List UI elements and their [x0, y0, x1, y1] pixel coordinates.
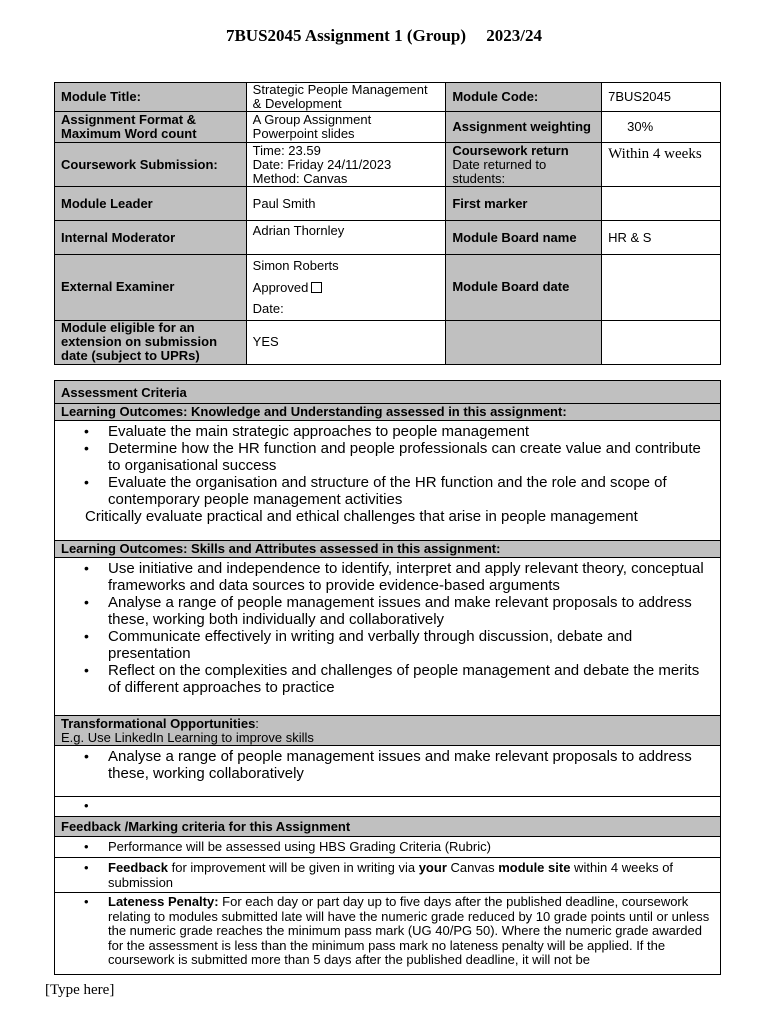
weighting-label: Assignment weighting	[446, 112, 602, 143]
list-item	[55, 895, 714, 968]
board-date-label: Module Board date	[446, 255, 602, 321]
feedback-heading: Feedback /Marking criteria for this Assignment	[55, 817, 721, 837]
list-item: • Analyse a range of people management issues and make relevant proposals to address these, working collaboratively	[55, 748, 714, 782]
return-label-main: Coursework return	[452, 142, 569, 158]
submission-time: Time: 23.59	[252, 142, 321, 158]
transform-title: Transformational Opportunities	[61, 716, 256, 731]
module-code-label: Module Code:	[446, 83, 602, 112]
submission-label: Coursework Submission:	[55, 143, 247, 187]
list-item: • Performance will be assessed using HBS Grading Criteria (Rubric)	[55, 840, 720, 855]
knowledge-cell	[55, 421, 721, 541]
module-title-value: Strategic People Management & Development	[246, 83, 446, 112]
blank-cell	[602, 320, 721, 364]
transform-heading	[55, 716, 721, 746]
transform-example: E.g. Use LinkedIn Learning to improve skills	[61, 730, 314, 745]
feedback-row-2	[55, 858, 721, 893]
transform-list	[55, 748, 714, 782]
first-marker-label: First marker	[446, 187, 602, 221]
feedback-2-bold-3: module site	[498, 860, 571, 875]
return-value: Within 4 weeks	[602, 143, 721, 187]
list-item: • Use initiative and independence to identify, interpret and apply relevant theory, conceptual frameworks and data sources to provide evidence-based arguments	[55, 560, 714, 594]
list-item: • Determine how the HR function and people professionals can create value and contribute to organisational success	[55, 440, 714, 474]
feedback-list-3	[55, 895, 714, 968]
lateness-penalty-label: Lateness Penalty:	[108, 894, 219, 909]
approved-checkbox[interactable]	[311, 282, 322, 293]
document-title	[0, 26, 768, 46]
approved-row	[253, 277, 440, 299]
leader-value: Paul Smith	[246, 187, 446, 221]
academic-year: 2023/24	[486, 26, 543, 45]
feedback-2-text-1: for improvement will be given in writing via	[167, 860, 419, 875]
weighting-value: 30%	[602, 112, 721, 143]
moderator-value: Adrian Thornley	[246, 221, 446, 255]
list-item: • Reflect on the complexities and challenges of people management and debate the merits of different approaches to practice	[55, 662, 714, 696]
list-item: • Evaluate the organisation and structure of the HR function and the role and scope of contemporary people management activities	[55, 474, 714, 508]
feedback-2-text-3: within 4 weeks of submission	[108, 860, 674, 890]
feedback-row-1	[55, 837, 721, 858]
examiner-label: External Examiner	[55, 255, 247, 321]
skills-heading: Learning Outcomes: Skills and Attributes assessed in this assignment:	[55, 541, 721, 558]
board-date-value	[602, 255, 721, 321]
submission-method: Method: Canvas	[252, 170, 348, 186]
knowledge-list	[55, 423, 714, 508]
submission-date: Date: Friday 24/11/2023	[252, 156, 392, 172]
assignment-code: 7BUS2045 Assignment 1 (Group)	[225, 26, 467, 45]
feedback-list-2	[55, 861, 714, 890]
list-item	[55, 799, 720, 814]
assessment-criteria-table	[54, 380, 721, 975]
examiner-value	[246, 255, 446, 321]
feedback-row-3	[55, 893, 721, 975]
list-item: • Communicate effectively in writing and verbally through discussion, debate and presentation	[55, 628, 714, 662]
transform-cell	[55, 746, 721, 797]
assessment-criteria-heading: Assessment Criteria	[55, 381, 721, 404]
format-label: Assignment Format & Maximum Word count	[55, 112, 247, 143]
approved-label: Approved	[252, 279, 309, 295]
empty-bullet-list	[55, 799, 720, 814]
lateness-penalty-text: For each day or part day up to five days after the published deadline, coursework relating to modules submitted late will have the numeric grade reduced by 10 grade points until or unless the numeric grade reaches the minimum pass mark (UG 40/PG 50). Where the numeric grade awarded for the assessment is less than the minimum pass mark no lateness penalty will be applied. If the coursework is submitted more than 5 days after the published deadline, it will not be	[108, 894, 710, 967]
feedback-2-bold-1: Feedback	[108, 860, 168, 875]
feedback-2-text-2: Canvas	[446, 860, 499, 875]
skills-cell	[55, 558, 721, 716]
first-marker-value	[602, 187, 721, 221]
format-value	[246, 112, 446, 143]
knowledge-heading: Learning Outcomes: Knowledge and Understanding assessed in this assignment:	[55, 404, 721, 421]
examiner-name: Simon Roberts	[252, 258, 339, 273]
examiner-date-label: Date:	[252, 301, 284, 316]
leader-label: Module Leader	[55, 187, 247, 221]
return-label-sub: Date returned to students:	[452, 156, 547, 186]
board-name-value: HR & S	[602, 221, 721, 255]
submission-value	[246, 143, 446, 187]
module-code-value: 7BUS2045	[602, 83, 721, 112]
footer-placeholder: [Type here]	[45, 982, 115, 998]
format-value-line-2: Powerpoint slides	[252, 126, 355, 141]
skills-list	[55, 560, 714, 696]
feedback-list-1	[55, 840, 720, 855]
moderator-label: Internal Moderator	[55, 221, 247, 255]
format-value-line-1: A Group Assignment	[252, 112, 372, 127]
module-details-table	[54, 82, 721, 365]
module-title-label: Module Title:	[55, 83, 247, 112]
blank-grey-cell	[446, 320, 602, 364]
list-item	[55, 861, 714, 890]
extension-value: YES	[246, 320, 446, 364]
feedback-2-bold-2: your	[418, 860, 447, 875]
knowledge-plain-text: Critically evaluate practical and ethical challenges that arise in people management	[85, 508, 638, 525]
transform-colon: :	[255, 716, 259, 731]
list-item: • Evaluate the main strategic approaches to people management	[55, 423, 714, 440]
board-name-label: Module Board name	[446, 221, 602, 255]
return-label	[446, 143, 602, 187]
extension-label: Module eligible for an extension on submission date (subject to UPRs)	[55, 320, 247, 364]
list-item: • Analyse a range of people management issues and make relevant proposals to address these, working both individually and collaboratively	[55, 594, 714, 628]
empty-bullet-cell	[55, 797, 721, 817]
